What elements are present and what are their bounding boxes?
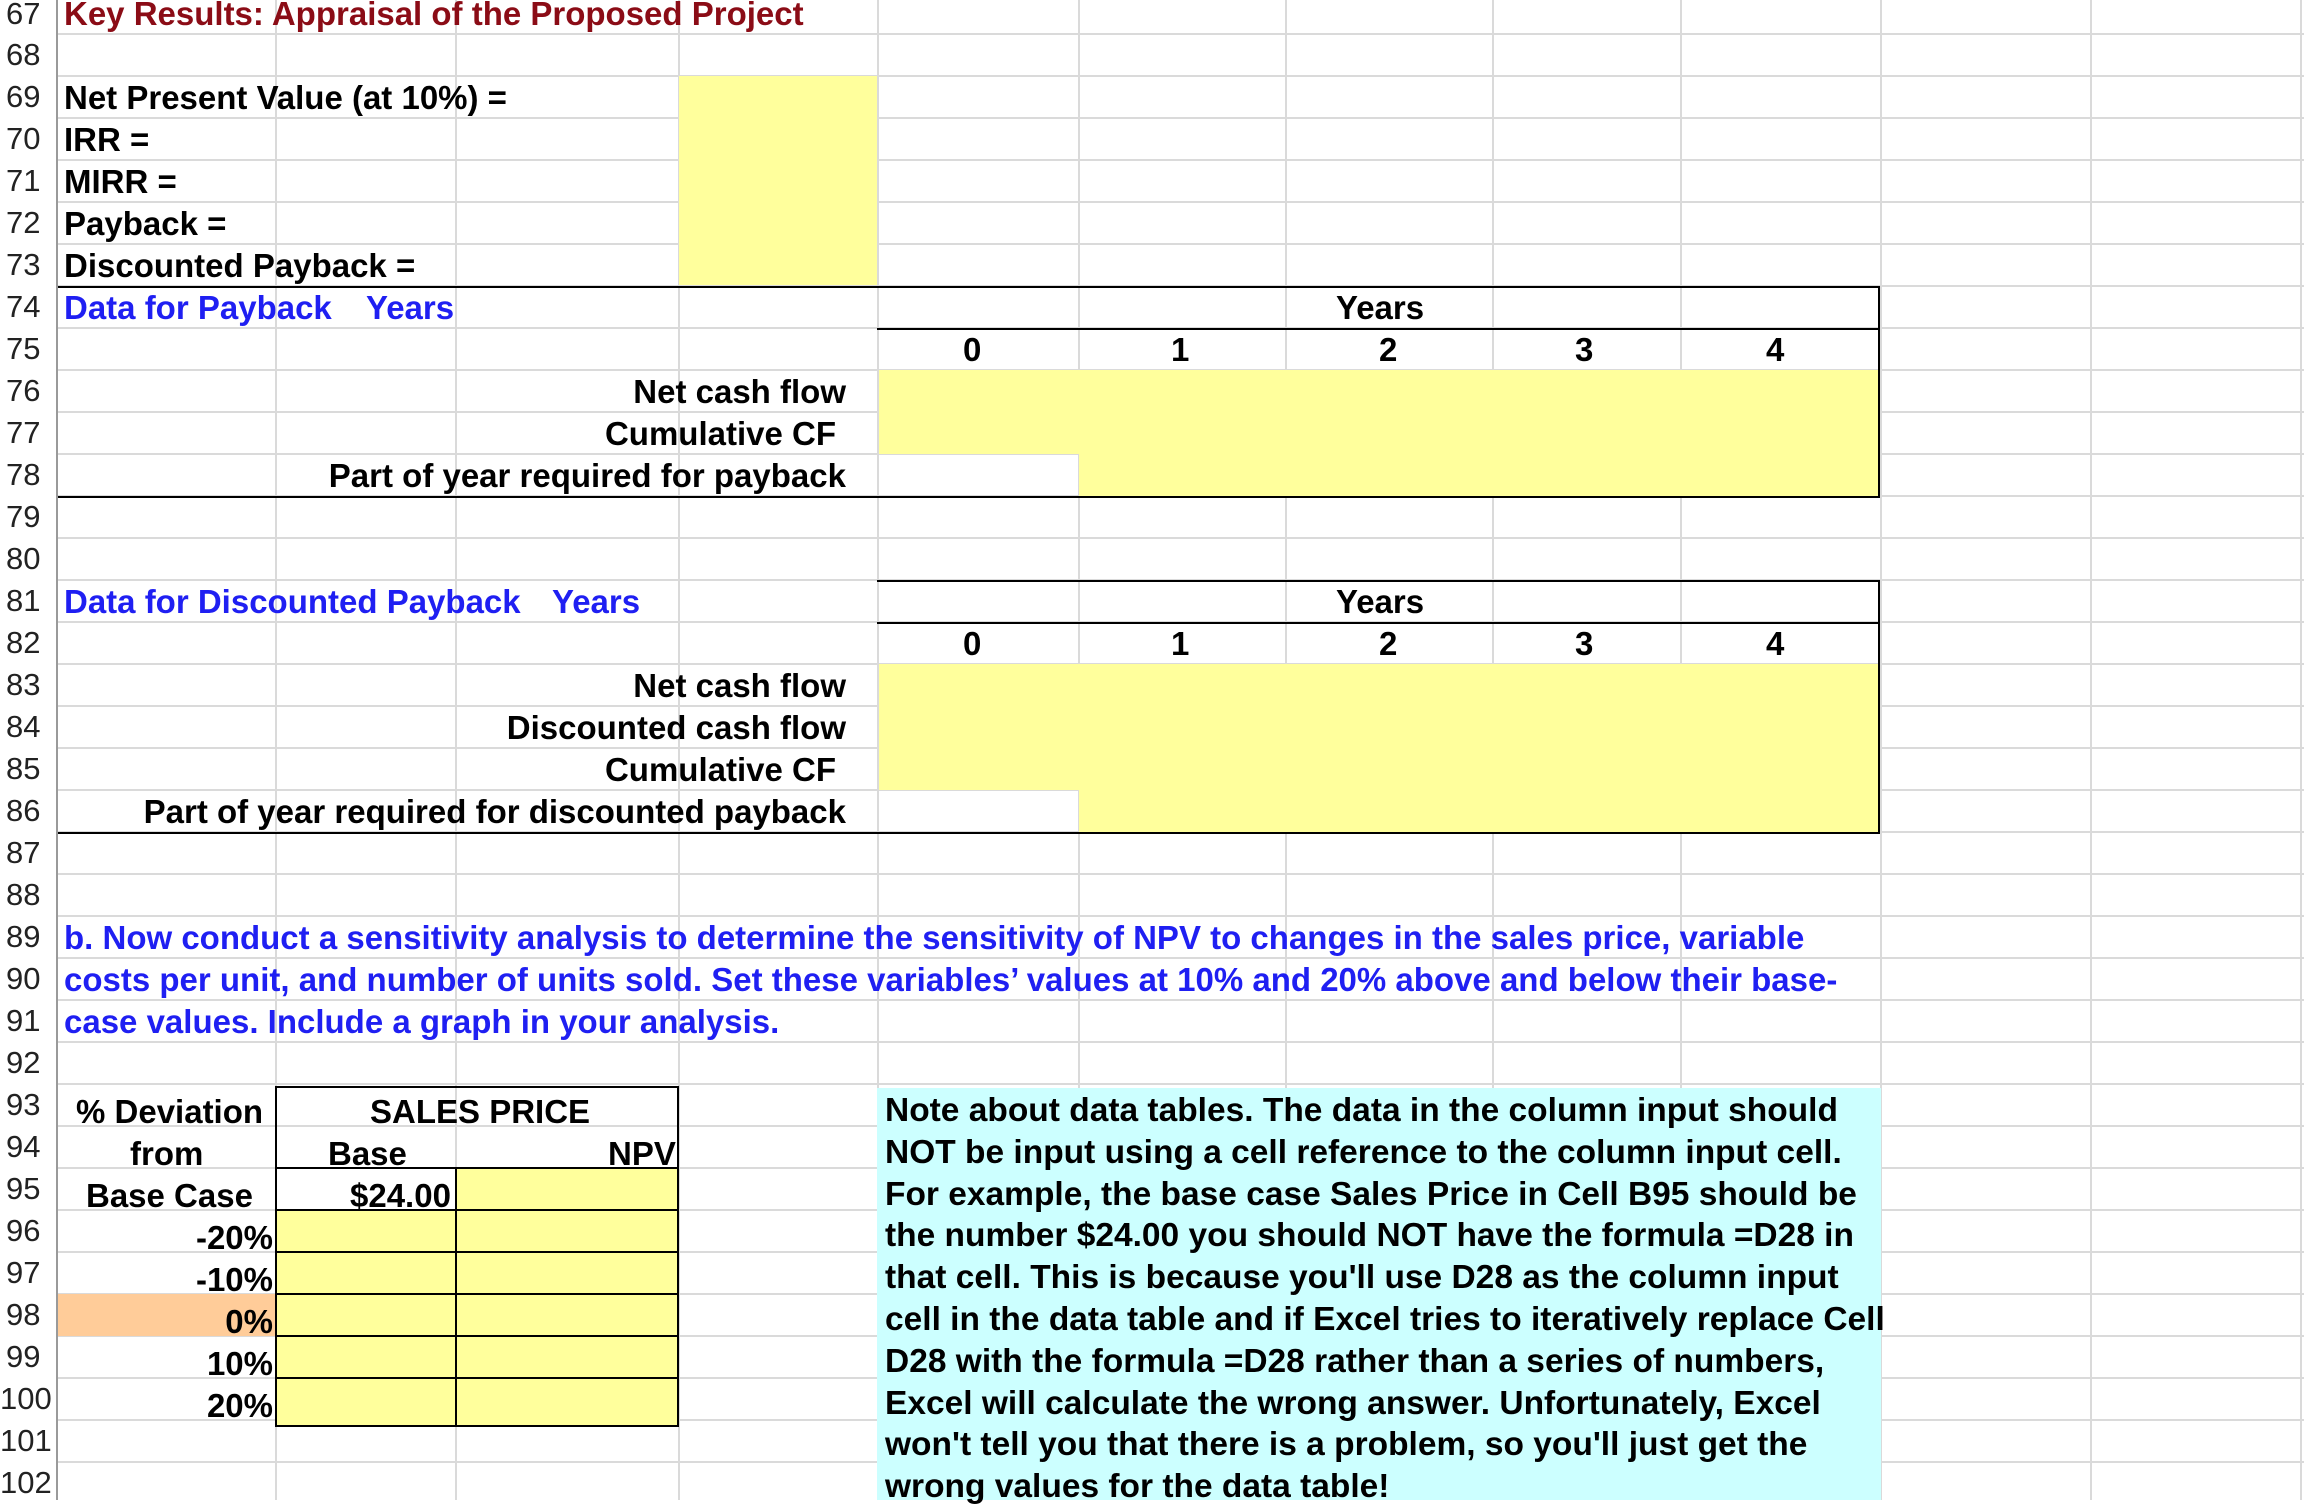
payback-net-cash-flow-label: Net cash flow: [633, 373, 846, 410]
table-border: [455, 1167, 457, 1427]
disc-payback-year-3: 3: [1575, 625, 1594, 662]
sales-price-header: SALES PRICE: [370, 1093, 591, 1130]
row-header[interactable]: 99: [0, 1336, 58, 1378]
row-header[interactable]: 93: [0, 1084, 58, 1126]
disc-discounted-cash-flow-label: Discounted cash flow: [506, 709, 846, 746]
base-header: Base: [328, 1135, 407, 1172]
row-header[interactable]: 89: [0, 916, 58, 958]
key-results-title: Key Results: Appraisal of the Proposed Project: [64, 0, 804, 32]
row-header[interactable]: 78: [0, 454, 58, 496]
table-border: [275, 1209, 679, 1211]
row-header[interactable]: 100: [0, 1378, 58, 1420]
question-b-line: costs per unit, and number of units sold. Set these variables’ values at 10% and 20% above and below their base-: [64, 961, 1838, 998]
deviation-value[interactable]: -10%: [195, 1261, 273, 1298]
row-header[interactable]: 102: [0, 1462, 58, 1504]
row-header[interactable]: 76: [0, 370, 58, 412]
row-header[interactable]: 70: [0, 118, 58, 160]
row-header[interactable]: 94: [0, 1126, 58, 1168]
row-header[interactable]: 72: [0, 202, 58, 244]
discounted-payback-label: Discounted Payback =: [64, 247, 416, 284]
table-border: [275, 1251, 679, 1253]
table-border: [1878, 580, 1880, 833]
disc-payback-section-title: Data for Discounted Payback: [64, 583, 521, 620]
npv-header: NPV: [608, 1135, 676, 1172]
disc-payback-year-1: 1: [1171, 625, 1190, 662]
row-header[interactable]: 95: [0, 1168, 58, 1210]
row-header[interactable]: 81: [0, 580, 58, 622]
row-header[interactable]: 96: [0, 1210, 58, 1252]
row-header[interactable]: 67: [0, 0, 58, 34]
note-line: wrong values for the data table!: [885, 1468, 1390, 1506]
payback-year-3: 3: [1575, 331, 1594, 368]
table-border: [58, 832, 1880, 834]
row-gridline: [58, 75, 2304, 77]
row-header[interactable]: 75: [0, 328, 58, 370]
row-gridline: [58, 915, 2304, 917]
question-b-line: b. Now conduct a sensitivity analysis to determine the sensitivity of NPV to changes in the sales price, variable: [64, 919, 1805, 956]
deviation-value[interactable]: 20%: [206, 1387, 273, 1424]
table-border: [58, 496, 1880, 498]
base-value[interactable]: $24.00: [350, 1177, 451, 1214]
row-header[interactable]: 74: [0, 286, 58, 328]
row-header[interactable]: 73: [0, 244, 58, 286]
col-gridline: [2090, 0, 2092, 1500]
sensitivity-input-cells[interactable]: [276, 1210, 678, 1426]
irr-label: IRR =: [64, 121, 150, 158]
row-header[interactable]: 83: [0, 664, 58, 706]
note-line: NOT be input using a cell reference to the column input cell.: [885, 1133, 1842, 1171]
note-about-data-tables: [877, 1088, 1885, 1506]
row-header[interactable]: 68: [0, 34, 58, 76]
payback-part-year-label: Part of year required for payback: [328, 457, 846, 494]
deviation-value[interactable]: 10%: [206, 1345, 273, 1382]
row-header[interactable]: 82: [0, 622, 58, 664]
disc-payback-input-cells[interactable]: [879, 664, 1880, 790]
npv-base-cell[interactable]: [456, 1168, 678, 1210]
payback-input-cells[interactable]: [879, 370, 1880, 454]
note-line: Excel will calculate the wrong answer. Unfortunately, Excel: [885, 1384, 1821, 1422]
payback-year-2: 2: [1379, 331, 1398, 368]
table-border: [1878, 286, 1880, 497]
disc-payback-year-0: 0: [963, 625, 982, 662]
table-border: [275, 1425, 679, 1427]
row-header[interactable]: 87: [0, 832, 58, 874]
table-border: [275, 1377, 679, 1379]
mirr-label: MIRR =: [64, 163, 177, 200]
disc-payback-part-year-cells[interactable]: [1079, 790, 1880, 832]
disc-cumulative-cf-label: Cumulative CF: [604, 751, 836, 788]
deviation-header-line2: from: [130, 1135, 204, 1172]
col-gridline: [2300, 0, 2302, 1500]
deviation-value[interactable]: -20%: [195, 1219, 273, 1256]
payback-years-label: Years: [366, 289, 455, 326]
row-gridline: [58, 873, 2304, 875]
note-line: Note about data tables. The data in the column input should: [885, 1092, 1838, 1129]
disc-payback-years-label: Years: [552, 583, 641, 620]
row-header[interactable]: 77: [0, 412, 58, 454]
payback-label: Payback =: [64, 205, 227, 242]
payback-year-1: 1: [1171, 331, 1190, 368]
deviation-header-line3: Base Case: [86, 1177, 253, 1214]
row-header[interactable]: 88: [0, 874, 58, 916]
row-header[interactable]: 86: [0, 790, 58, 832]
row-header[interactable]: 101: [0, 1420, 58, 1462]
payback-year-0: 0: [963, 331, 982, 368]
row-header-border: [56, 0, 58, 1500]
table-border: [275, 1293, 679, 1295]
disc-payback-year-4: 4: [1766, 625, 1785, 662]
payback-section-title: Data for Payback: [64, 289, 332, 326]
row-header[interactable]: 69: [0, 76, 58, 118]
disc-payback-years-header: Years: [1336, 583, 1425, 620]
payback-year-4: 4: [1766, 331, 1785, 368]
row-header[interactable]: 80: [0, 538, 58, 580]
npv-label: Net Present Value (at 10%) =: [64, 79, 507, 116]
question-b-line: case values. Include a graph in your analysis.: [64, 1003, 780, 1040]
note-line: D28 with the formula =D28 rather than a series of numbers,: [885, 1342, 1825, 1380]
row-header[interactable]: 79: [0, 496, 58, 538]
payback-years-header: Years: [1336, 289, 1425, 326]
row-header[interactable]: 98: [0, 1294, 58, 1336]
row-gridline: [58, 159, 2304, 161]
disc-part-year-label: Part of year required for discounted payback: [143, 793, 846, 830]
disc-net-cash-flow-label: Net cash flow: [633, 667, 846, 704]
row-header[interactable]: 85: [0, 748, 58, 790]
row-gridline: [58, 537, 2304, 539]
table-border: [275, 1335, 679, 1337]
row-gridline: [58, 201, 2304, 203]
table-border: [275, 1086, 679, 1088]
row-header[interactable]: 71: [0, 160, 58, 202]
table-border: [677, 1086, 679, 1427]
row-header[interactable]: 97: [0, 1252, 58, 1294]
row-header[interactable]: 84: [0, 706, 58, 748]
note-line: cell in the data table and if Excel tries to iteratively replace Cell: [885, 1300, 1885, 1338]
deviation-header-line1: % Deviation: [76, 1093, 264, 1130]
note-line: For example, the base case Sales Price in Cell B95 should be: [885, 1175, 1857, 1213]
deviation-value[interactable]: 0%: [225, 1303, 273, 1340]
row-header[interactable]: 91: [0, 1000, 58, 1042]
note-line: the number $24.00 you should NOT have the formula =D28 in: [885, 1217, 1854, 1255]
disc-payback-year-2: 2: [1379, 625, 1398, 662]
key-results-input-cells[interactable]: [679, 76, 877, 285]
row-gridline: [58, 243, 2304, 245]
note-line: won't tell you that there is a problem, so you'll just get the: [885, 1426, 1808, 1464]
table-border: [275, 1086, 277, 1427]
row-gridline: [58, 1083, 2304, 1085]
note-line: that cell. This is because you'll use D28 as the column input: [885, 1259, 1839, 1297]
row-header[interactable]: 92: [0, 1042, 58, 1084]
payback-cumulative-cf-label: Cumulative CF: [604, 415, 836, 452]
row-header[interactable]: 90: [0, 958, 58, 1000]
payback-part-year-cells[interactable]: [1079, 454, 1880, 496]
